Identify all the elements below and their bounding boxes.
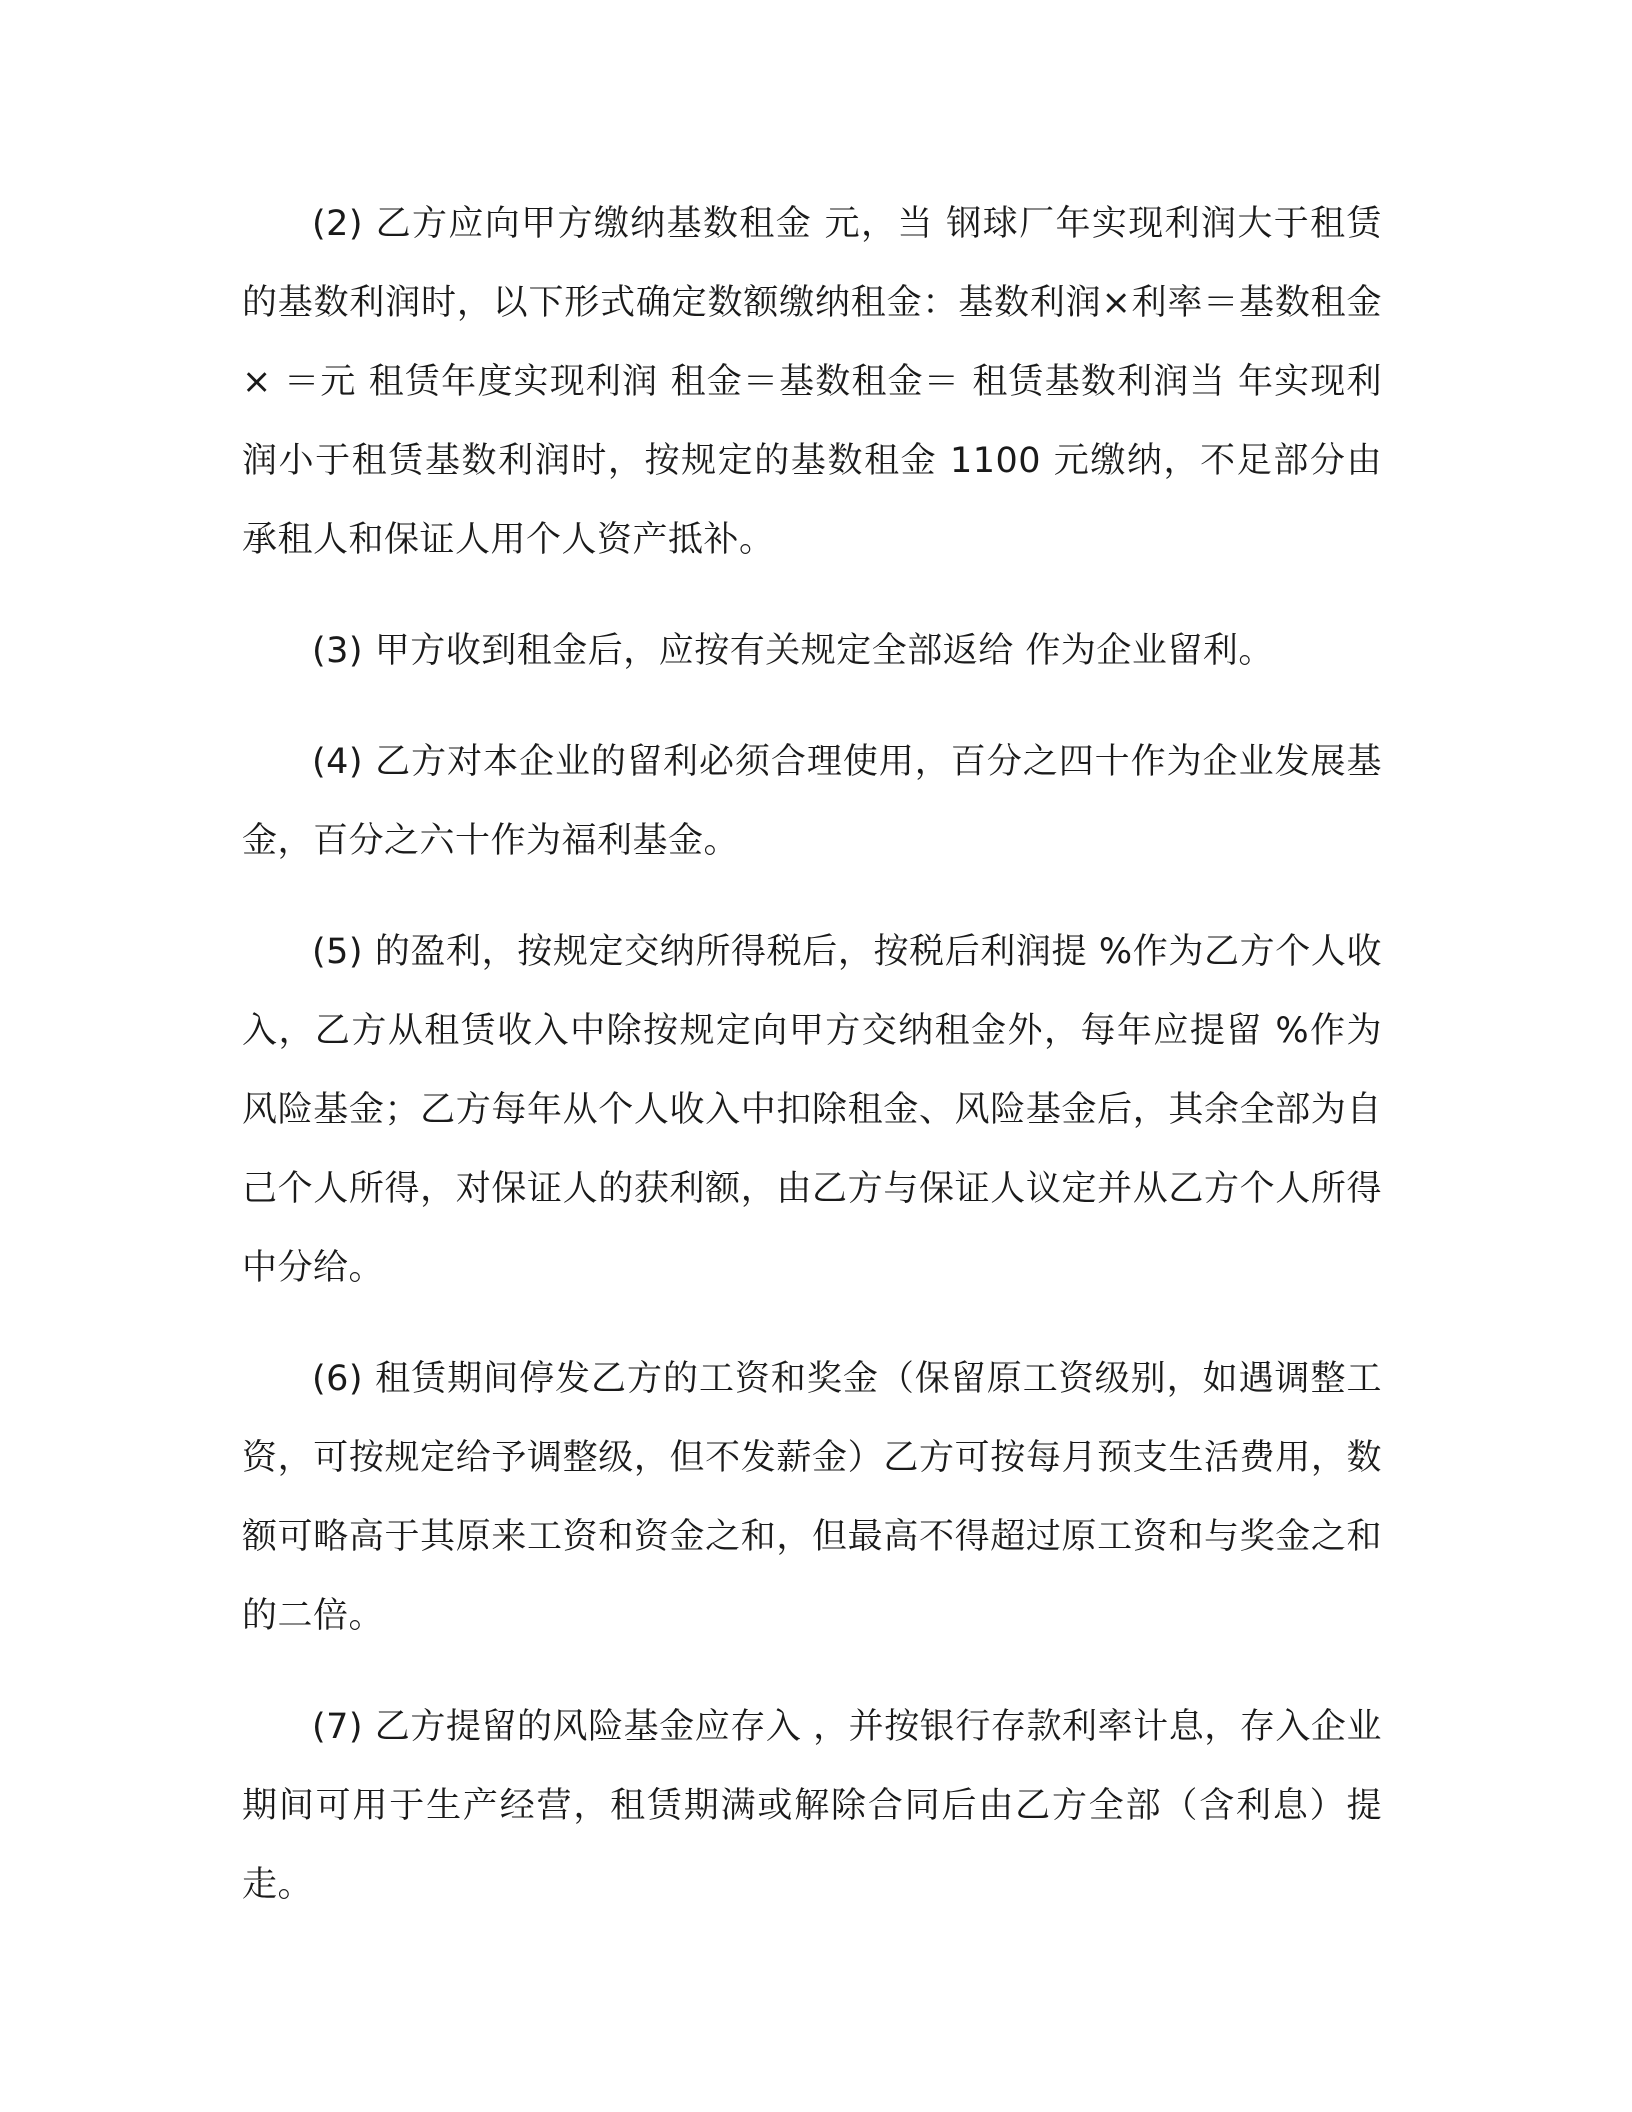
clause-3-paragraph: (3) 甲方收到租金后，应按有关规定全部返给 作为企业留利。 [312, 631, 1274, 671]
clause-2-paragraph: (2) 乙方应向甲方缴纳基数租金 元，当 钢球厂年实现利润大于租赁的基数利润时，以下形式确定数额缴纳租金：基数利润×利率＝基数租金 × ＝元 租赁年度实现利润 租金＝基数租金＝ 租赁基数利润当 年实现利润小于租赁基数利润时，按规定的基数租金 1100 元缴纳，不足部分由承租人和保证人用个人资产抵补。 [242, 204, 1382, 560]
clause-6-paragraph: (6) 租赁期间停发乙方的工资和奖金（保留原工资级别，如遇调整工资，可按规定给予调整级，但不发薪金）乙方可按每月预支生活费用，数额可略高于其原来工资和资金之和，但最高不得超过原工资和与奖金之和的二倍。 [242, 1359, 1382, 1636]
clause-7-paragraph: (7) 乙方提留的风险基金应存入 ，并按银行存款利率计息，存入企业期间可用于生产经营，租赁期满或解除合同后由乙方全部（含利息）提走。 [242, 1707, 1382, 1905]
clause-5-paragraph: (5) 的盈利，按规定交纳所得税后，按税后利润提 %作为乙方个人收入，乙方从租赁收入中除按规定向甲方交纳租金外，每年应提留 %作为风险基金；乙方每年从个人收入中扣除租金、风险基金后，其余全部为自己个人所得，对保证人的获利额，由乙方与保证人议定并从乙方个人所得中分给。 [242, 932, 1382, 1288]
clause-4-paragraph: (4) 乙方对本企业的留利必须合理使用，百分之四十作为企业发展基金，百分之六十作为福利基金。 [242, 742, 1382, 861]
document-page [242, 185, 1382, 1925]
